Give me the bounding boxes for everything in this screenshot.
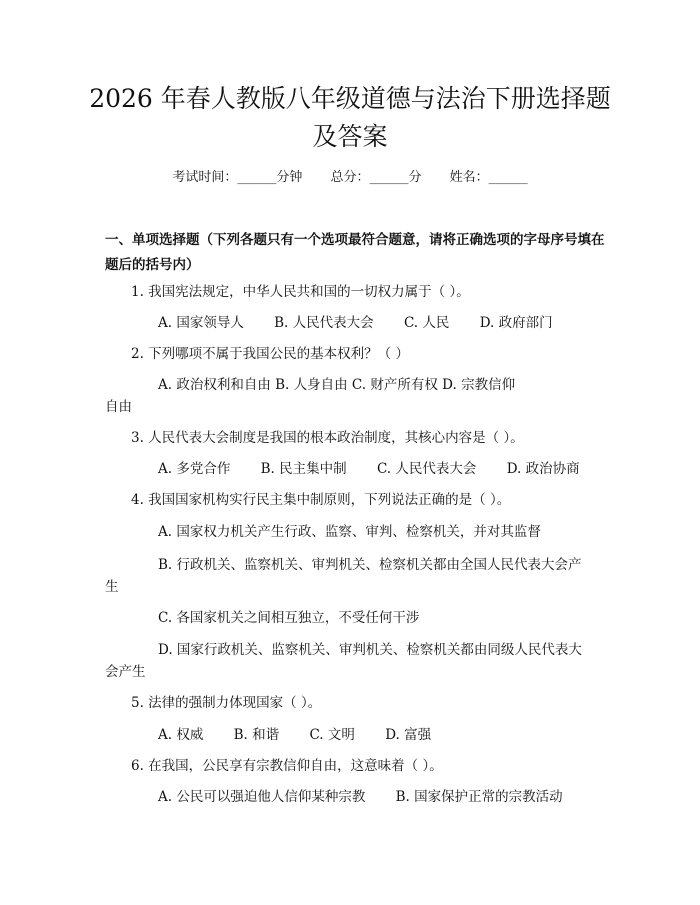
q1-option-c: C. 人民 <box>403 315 450 331</box>
exam-time: 考试时间：______分钟 <box>172 170 303 185</box>
q3-option-d: D. 政治协商 <box>506 461 580 477</box>
question-1-options <box>158 313 579 333</box>
question-1-stem: 1. 我国宪法规定，中华人民共和国的一切权力属于（ ）。 <box>131 284 470 300</box>
q3-option-c: C. 人民代表大会 <box>376 461 477 477</box>
question-3-stem: 3. 人民代表大会制度是我国的根本政治制度，其核心内容是（ ）。 <box>131 430 524 446</box>
q4-option-d-tail: 会产生 <box>105 664 146 680</box>
question-2-stem: 2. 下列哪项不属于我国公民的基本权利？（ ） <box>131 346 409 362</box>
q3-option-b: B. 民主集中制 <box>260 461 347 477</box>
q4-option-a: A. 国家权力机关产生行政、监察、审判、检察机关，并对其监督 <box>158 524 541 540</box>
question-5-stem: 5. 法律的强制力体现国家（ ）。 <box>131 695 322 711</box>
q4-option-c: C. 各国家机关之间相互独立，不受任何干涉 <box>158 610 420 626</box>
question-2-options: A. 政治权利和自由 B. 人身自由 C. 财产所有权 D. 宗教信仰 <box>158 377 516 393</box>
document-title: 2026 年春人教版八年级道德与法治下册选择题及答案 <box>89 84 611 151</box>
exam-score: 总分：______分 <box>330 170 422 185</box>
q1-option-b: B. 人民代表大会 <box>274 315 374 331</box>
question-6-stem: 6. 在我国，公民享有宗教信仰自由，这意味着（ ）。 <box>131 758 443 774</box>
question-4-stem: 4. 我国国家机构实行民主集中制原则，下列说法正确的是（ ）。 <box>131 492 511 508</box>
section-heading: 一、单项选择题（下列各题只有一个选项最符合题意，请将正确选项的字母序号填在题后的括号内） <box>105 232 605 273</box>
q3-option-a: A. 多党合作 <box>158 461 231 477</box>
q4-option-b-tail: 生 <box>105 579 119 595</box>
exam-name: 姓名：______ <box>449 170 528 185</box>
q6-option-b: B. 国家保护正常的宗教活动 <box>395 789 563 805</box>
q6-option-a: A. 公民可以强迫他人信仰某种宗教 <box>158 789 366 805</box>
exam-meta <box>0 168 700 188</box>
q5-option-a: A. 权威 <box>158 727 204 743</box>
question-5-options <box>158 725 457 745</box>
question-3-options <box>158 459 606 479</box>
question-2-options-tail: 自由 <box>105 399 132 415</box>
question-6-options <box>158 787 589 807</box>
q1-option-a: A. 国家领导人 <box>158 315 244 331</box>
q5-option-b: B. 和谐 <box>233 727 280 743</box>
q5-option-d: D. 富强 <box>385 727 432 743</box>
q4-option-b: B. 行政机关、监察机关、审判机关、检察机关都由全国人民代表大会产 <box>158 557 582 573</box>
q4-option-d: D. 国家行政机关、监察机关、审判机关、检察机关都由同级人民代表大 <box>158 642 582 658</box>
q5-option-c: C. 文明 <box>309 727 355 743</box>
q1-option-d: D. 政府部门 <box>479 315 553 331</box>
